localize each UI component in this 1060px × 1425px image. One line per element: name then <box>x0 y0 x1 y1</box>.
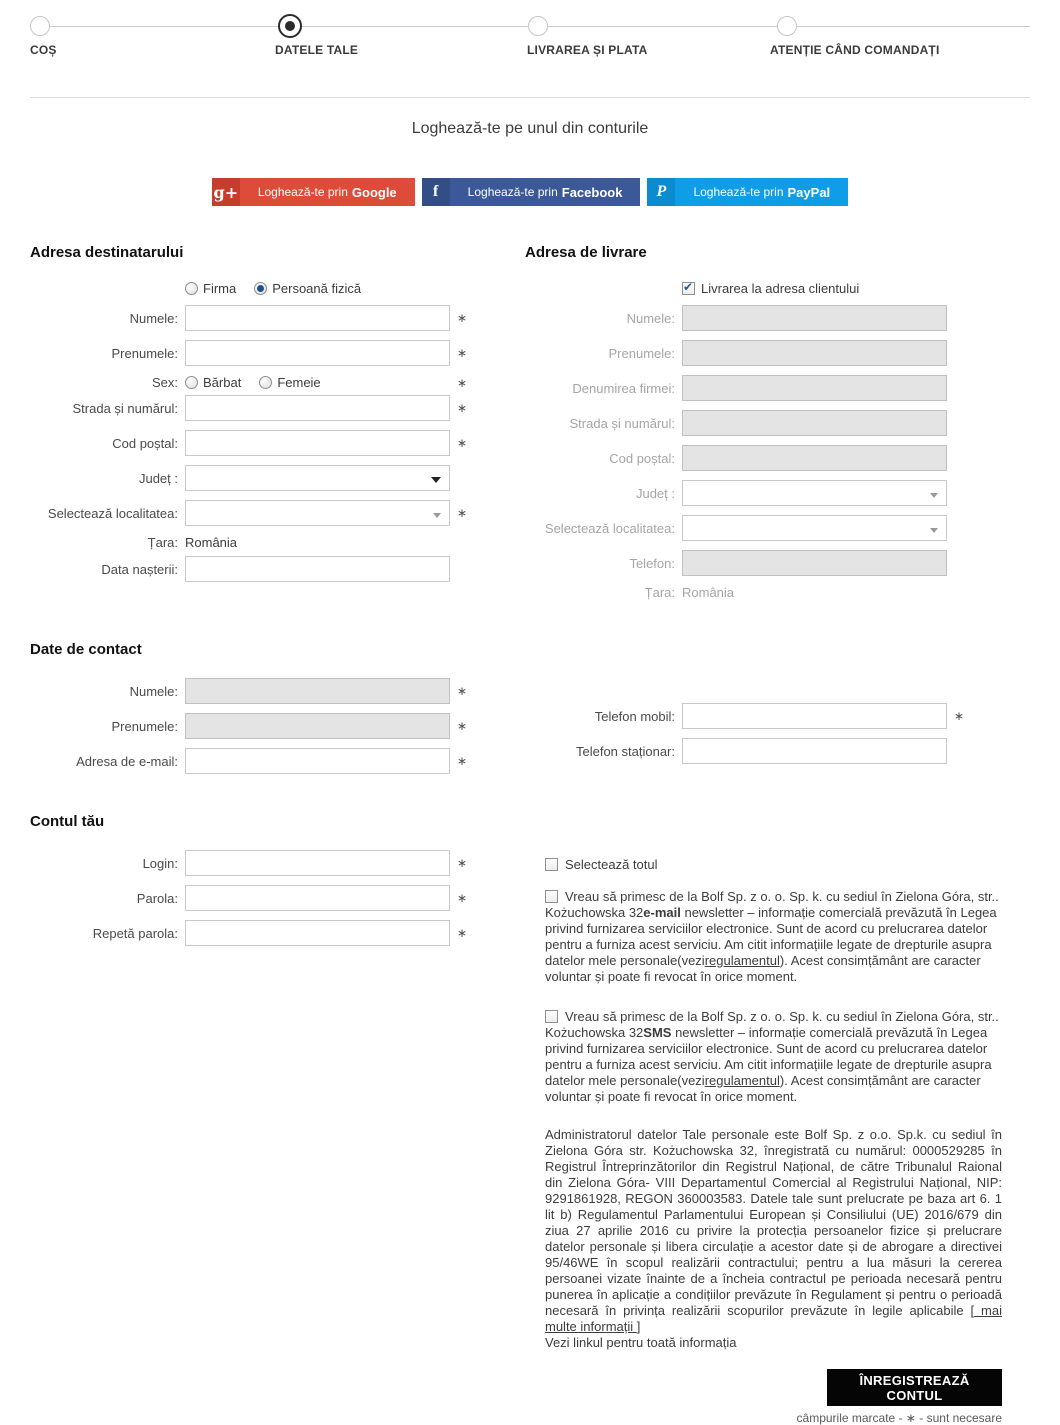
required-marker: ∗ <box>457 401 468 415</box>
paypal-login-button[interactable] <box>647 178 848 206</box>
facebook-brand: Facebook <box>561 184 623 200</box>
legal-text: Administratorul datelor Tale personale este Bolf Sp. z o.o. Sp.k. cu sediul în Zielona Góra str. Kożuchowska 32, înregistrată cu numărul: 0000529285 în Registrul Întreprinzătorilor din Registrul Național, de către Tribunalul Raional din Zielona Góra- VIII Departamentul Comercial al Registrului Național, NIP: 9291861928, REGON 360003583. Datele tale sunt prelucrate pe baza art 6. 1 lit b) Regulamentul Parlamentului European și Consiliului (UE) 2016/679 din ziua 27 aprilie 2016 cu privire la protecția persoanelor fizice și prelucrare datelor personale și libera circulație a acestor date și de abrogare a directivei 95/46WE în scopul realizării contractului; pentru a lua măsuri la cererea persoanei vizate înainte de a încheia contractul pe perioada necesară pentru punerea în aplicație a condițiilor prevăzute în Regulament și pentru o perioadă necesară în privința realizării scopurilor prevăzute în legile aplicabile [ <box>545 1127 1002 1318</box>
delivery-telefon-input <box>682 550 947 576</box>
chevron-down-icon <box>930 528 938 533</box>
required-marker: ∗ <box>457 754 468 768</box>
repeta-parola-row <box>30 920 525 946</box>
data-nasterii-input[interactable] <box>185 556 450 582</box>
delivery-telefon-row <box>525 550 1030 576</box>
delivery-tara-row <box>525 585 1030 600</box>
contact-numele-row <box>30 678 525 704</box>
required-marker: ∗ <box>457 926 468 940</box>
delivery-strada-label: Strada și numărul: <box>569 415 675 431</box>
firma-radio-label[interactable]: Firma <box>203 281 237 296</box>
recipient-prenumele-row <box>30 340 525 366</box>
recipient-judet-select[interactable] <box>185 465 450 491</box>
recipient-numele-input[interactable] <box>185 305 450 331</box>
delivery-prenumele-input <box>682 340 947 366</box>
delivery-prenumele-label: Prenumele: <box>608 345 675 361</box>
data-nasterii-row <box>30 556 525 582</box>
recipient-prenumele-label: Prenumele: <box>111 345 178 361</box>
sms-newsletter-consent <box>545 1009 1002 1105</box>
consents-section <box>525 813 1030 1425</box>
recipient-tara-value: România <box>185 535 238 550</box>
select-all-label[interactable]: Selectează totul <box>565 857 658 872</box>
form-content <box>0 244 1060 1425</box>
delivery-cod-postal-row <box>525 445 1030 471</box>
required-marker: ∗ <box>457 375 468 390</box>
paypal-login-label <box>675 178 848 206</box>
delivery-strada-input <box>682 410 947 436</box>
recipient-tara-label: Țara: <box>147 535 178 550</box>
legal-footer: Vezi linkul pentru toată informația <box>545 1335 737 1350</box>
chevron-down-icon <box>930 493 938 498</box>
sms-consent-text-post: ). Acest consimțământ are caracter voluntar și poate fi revocat în orice moment. <box>545 1073 981 1104</box>
social-login-row <box>0 178 1060 206</box>
more-info-link[interactable]: mai multe informații <box>545 1303 1002 1334</box>
active-step-dot <box>285 21 295 31</box>
delivery-firma-row <box>525 375 1030 401</box>
step-label-cos[interactable]: COȘ <box>30 43 57 57</box>
required-marker: ∗ <box>457 684 468 698</box>
parola-label: Parola: <box>136 890 178 906</box>
delivery-numele-input <box>682 305 947 331</box>
barbat-radio-label[interactable]: Bărbat <box>203 375 242 390</box>
delivery-cod-postal-label: Cod poștal: <box>609 450 675 466</box>
step-circle-livrarea[interactable] <box>528 16 548 36</box>
delivery-localitate-select[interactable] <box>682 515 947 541</box>
recipient-cod-postal-input[interactable] <box>185 430 450 456</box>
data-nasterii-label: Data nașterii: <box>101 561 178 577</box>
contact-prenumele-row <box>30 713 525 739</box>
step-circle-datele-tale-active[interactable] <box>278 14 302 38</box>
delivery-localitate-label: Selectează localitatea: <box>544 520 675 536</box>
required-fields-note: câmpurile marcate - ∗ - sunt necesare <box>796 1411 1002 1425</box>
google-login-button[interactable] <box>212 178 415 206</box>
sms-newsletter-checkbox[interactable] <box>545 1010 558 1023</box>
delivery-tara-label: Țara: <box>644 585 675 600</box>
delivery-localitate-row <box>525 515 1030 541</box>
contact-prenumele-label: Prenumele: <box>111 718 178 734</box>
parola-input[interactable] <box>185 885 450 911</box>
legal-bracket-close: ] <box>636 1319 641 1334</box>
delivery-address-section <box>525 244 1030 609</box>
femeie-radio-label[interactable]: Femeie <box>277 375 321 390</box>
email-consent-bold: e-mail <box>643 905 681 920</box>
telefon-mobil-label: Telefon mobil: <box>594 708 675 724</box>
email-newsletter-checkbox[interactable] <box>545 890 558 903</box>
delivery-to-client-checkbox-label[interactable]: Livrarea la adresa clientului <box>701 281 860 296</box>
delivery-checkbox-row <box>525 281 1030 296</box>
step-label-livrarea[interactable]: LIVRAREA ȘI PLATA <box>527 43 648 57</box>
delivery-tara-value: România <box>682 585 735 600</box>
email-consent-text-pre: Vreau să primesc de la Bolf Sp. z o. o. Sp. k. cu sediul în Zielona Góra, str.. Kożuchowska 32 <box>545 889 999 920</box>
telefon-stationar-row <box>525 738 1030 764</box>
google-plus-icon: g+ <box>212 178 240 206</box>
google-login-label <box>240 178 415 206</box>
recipient-strada-row <box>30 395 525 421</box>
sms-consent-text-mid: newsletter – informație comercială prevăzută în Legea privind furnizarea serviciilor electronice. Sunt de acord cu prelucrarea datelor pentru a furniza acest serviciu. Am citit informațiile legate de drepturile asupra datelor mele personale(vezi <box>545 1025 992 1088</box>
sex-row <box>30 375 525 390</box>
recipient-strada-label: Strada și numărul: <box>72 400 178 416</box>
recipient-judet-row <box>30 465 525 491</box>
contact-heading: Date de contact <box>30 641 142 658</box>
recipient-address-heading: Adresa destinatarului <box>30 244 184 261</box>
delivery-prenumele-row <box>525 340 1030 366</box>
recipient-tara-row <box>30 535 525 550</box>
contact-section <box>30 641 525 783</box>
parola-row <box>30 885 525 911</box>
delivery-judet-label: Județ : <box>635 485 675 501</box>
telefon-mobil-row <box>525 703 1030 729</box>
email-consent-text-post: ). Acest consimțământ are caracter voluntar și poate fi revocat în orice moment. <box>545 953 981 984</box>
telefon-stationar-input[interactable] <box>682 738 947 764</box>
delivery-judet-select[interactable] <box>682 480 947 506</box>
login-row <box>30 850 525 876</box>
select-all-checkbox[interactable] <box>545 858 558 871</box>
recipient-localitate-select[interactable] <box>185 500 450 526</box>
facebook-login-prefix: Loghează-te prin <box>467 185 558 199</box>
paypal-brand: PayPal <box>787 184 831 200</box>
step-label-datele-tale[interactable]: DATELE TALE <box>275 43 359 57</box>
firma-radio[interactable] <box>185 282 198 295</box>
delivery-judet-row <box>525 480 1030 506</box>
step-label-atentie[interactable]: ATENȚIE CÂND COMANDAȚI <box>770 43 940 57</box>
recipient-cod-postal-row <box>30 430 525 456</box>
repeta-parola-label: Repetă parola: <box>92 925 178 941</box>
google-login-prefix: Loghează-te prin <box>257 185 348 199</box>
recipient-address-section <box>30 244 525 609</box>
paypal-icon: P <box>647 178 675 206</box>
recipient-prenumele-input[interactable] <box>185 340 450 366</box>
recipient-cod-postal-label: Cod poștal: <box>112 435 178 451</box>
login-input[interactable] <box>185 850 450 876</box>
header-divider <box>30 97 1030 98</box>
regulament-link[interactable]: regulamentul <box>704 953 780 968</box>
delivery-telefon-label: Telefon: <box>629 555 675 571</box>
delivery-to-client-checkbox[interactable] <box>682 282 695 295</box>
chevron-down-icon <box>433 513 441 518</box>
step-circle-cos[interactable] <box>30 16 50 36</box>
barbat-radio[interactable] <box>185 376 198 389</box>
required-marker: ∗ <box>954 709 965 723</box>
delivery-numele-row <box>525 305 1030 331</box>
repeta-parola-input[interactable] <box>185 920 450 946</box>
delivery-cod-postal-input <box>682 445 947 471</box>
account-section <box>30 813 525 1425</box>
required-marker: ∗ <box>457 719 468 733</box>
select-all-row <box>545 857 1002 873</box>
required-marker: ∗ <box>457 311 468 325</box>
facebook-icon: f <box>422 178 450 206</box>
entity-type-row <box>30 281 525 296</box>
login-heading: Loghează-te pe unul din conturile <box>411 120 649 137</box>
email-label: Adresa de e-mail: <box>76 753 178 769</box>
checkout-stepper <box>0 0 1060 97</box>
facebook-login-button[interactable] <box>422 178 641 206</box>
account-heading: Contul tău <box>30 813 105 830</box>
phones-section <box>525 641 1030 783</box>
delivery-address-heading: Adresa de livrare <box>525 244 647 261</box>
recipient-judet-label: Județ : <box>138 470 178 486</box>
step-circle-atentie[interactable] <box>777 16 797 36</box>
register-account-button[interactable]: ÎNREGISTREAZĂ CONTUL <box>827 1369 1002 1406</box>
paypal-login-prefix: Loghează-te prin <box>693 185 784 199</box>
contact-prenumele-input <box>185 713 450 739</box>
legal-notice <box>545 1127 1002 1351</box>
required-marker: ∗ <box>457 506 468 520</box>
chevron-down-icon <box>431 477 441 483</box>
contact-numele-label: Numele: <box>129 683 178 699</box>
regulament-link[interactable]: regulamentul <box>704 1073 780 1088</box>
delivery-firma-input <box>682 375 947 401</box>
recipient-localitate-label: Selectează localitatea: <box>47 505 178 521</box>
telefon-mobil-input[interactable] <box>682 703 947 729</box>
persoana-fizica-radio-label[interactable]: Persoană fizică <box>272 281 362 296</box>
email-input[interactable] <box>185 748 450 774</box>
required-marker: ∗ <box>457 436 468 450</box>
email-consent-text-mid: newsletter – informație comercială prevăzută în Legea privind furnizarea serviciilor electronice. Sunt de acord cu prelucrarea datelor pentru a furniza acest serviciu. Am citit informațiile legate de drepturile asupra datelor mele personale(vezi <box>545 905 997 968</box>
sms-consent-text-pre: Vreau să primesc de la Bolf Sp. z o. o. Sp. k. cu sediul în Zielona Góra, str.. Kożuchowska 32 <box>545 1009 999 1040</box>
delivery-firma-label: Denumirea firmei: <box>572 380 675 396</box>
femeie-radio[interactable] <box>259 376 272 389</box>
email-newsletter-consent <box>545 889 1002 985</box>
sex-label: Sex: <box>151 375 178 390</box>
google-brand: Google <box>351 184 397 200</box>
required-marker: ∗ <box>457 856 468 870</box>
telefon-stationar-label: Telefon staționar: <box>575 743 675 759</box>
login-label: Login: <box>142 855 178 871</box>
required-marker: ∗ <box>457 346 468 360</box>
recipient-strada-input[interactable] <box>185 395 450 421</box>
delivery-strada-row <box>525 410 1030 436</box>
recipient-localitate-row <box>30 500 525 526</box>
persoana-fizica-radio[interactable] <box>254 282 267 295</box>
sms-consent-bold: SMS <box>643 1025 672 1040</box>
facebook-login-label <box>450 178 641 206</box>
email-row <box>30 748 525 774</box>
delivery-numele-label: Numele: <box>626 310 675 326</box>
contact-numele-input <box>185 678 450 704</box>
required-marker: ∗ <box>457 891 468 905</box>
recipient-numele-row <box>30 305 525 331</box>
recipient-numele-label: Numele: <box>129 310 178 326</box>
